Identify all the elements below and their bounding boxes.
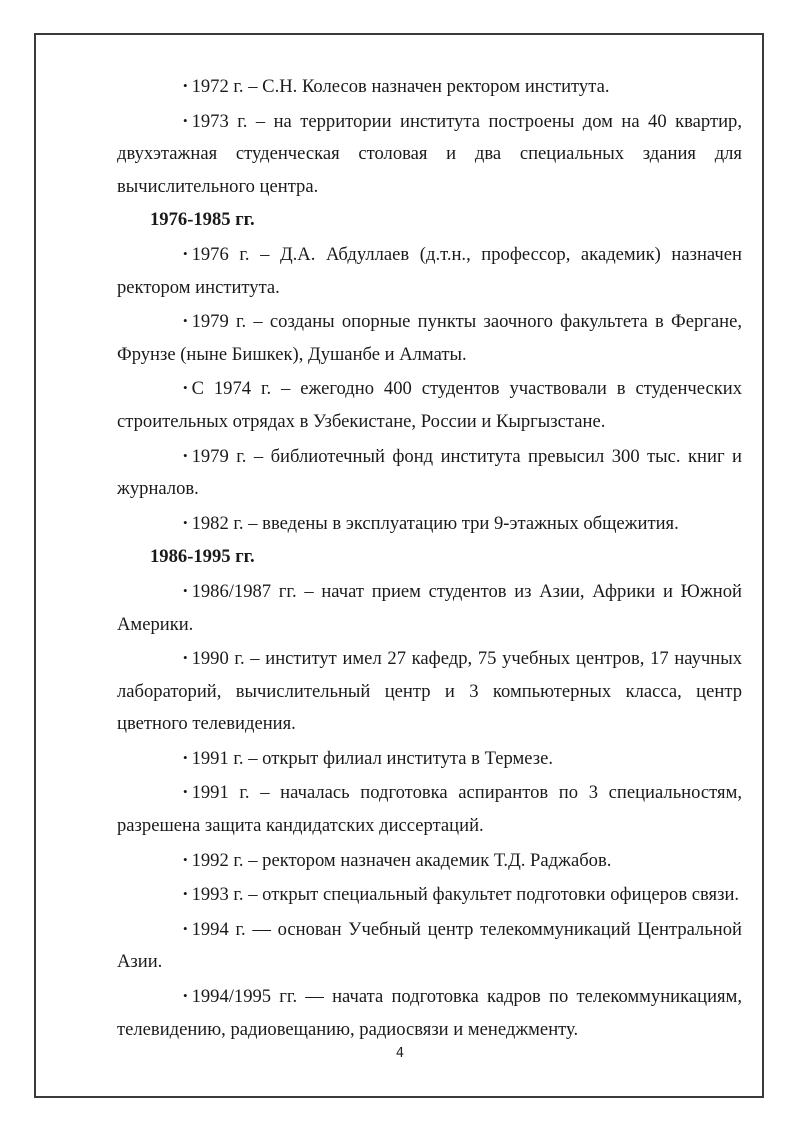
- bullet-icon: •: [183, 78, 188, 93]
- item-text: 1979 г. – созданы опорные пункты заочного факультета в Фергане, Фрунзе (ныне Бишкек), Душанбе и Алматы.: [117, 311, 742, 365]
- item-text: С 1974 г. – ежегодно 400 студентов участвовали в студенческих строительных отрядах в Узбекистане, России и Кыргызстане.: [117, 378, 742, 432]
- timeline-item: [117, 440, 742, 506]
- item-text: 1993 г. – открыт специальный факультет подготовки офицеров связи.: [191, 884, 740, 906]
- timeline-item: [117, 844, 742, 878]
- item-text: 1991 г. – открыт филиал института в Термезе.: [191, 747, 554, 769]
- timeline-item: [117, 776, 742, 842]
- item-text: 1994 г. — основан Учебный центр телекоммуникаций Центральной Азии.: [117, 918, 742, 973]
- bullet-icon: •: [183, 988, 188, 1004]
- bullet-icon: •: [183, 245, 188, 261]
- item-text: 1976 г. – Д.А. Абдуллаев (д.т.н., профессор, академик) назначен ректором института.: [117, 243, 742, 298]
- item-text: 1990 г. – институт имел 27 кафедр, 75 учебных центров, 17 научных лабораторий, вычислительный центр и 3 компьютерных класса, центр цветного телевидения.: [117, 648, 742, 735]
- item-text: 1972 г. – С.Н. Колесов назначен ректором института.: [191, 76, 610, 97]
- bullet-icon: •: [183, 112, 188, 128]
- timeline-item: [117, 507, 742, 541]
- period-heading: 1976-1985 гг.: [150, 209, 255, 231]
- bullet-icon: •: [183, 784, 188, 800]
- item-text: 1982 г. – введены в эксплуатацию три 9-этажных общежития.: [191, 512, 679, 534]
- timeline-item: [117, 878, 742, 912]
- item-text: 1991 г. – началась подготовка аспирантов по 3 специальностям, разрешена защита кандидатских диссертаций.: [117, 782, 742, 837]
- item-text: 1986/1987 гг. – начат прием студентов из Азии, Африки и Южной Америки.: [117, 580, 742, 635]
- item-text: 1979 г. – библиотечный фонд института превысил 300 тыс. книг и журналов.: [117, 445, 742, 500]
- timeline-item: [117, 238, 742, 304]
- page-number: 4: [395, 1046, 405, 1061]
- bullet-icon: •: [183, 749, 188, 765]
- timeline-item: [117, 742, 742, 776]
- bullet-icon: •: [183, 514, 188, 530]
- bullet-icon: •: [183, 851, 188, 867]
- timeline-item: [117, 105, 742, 204]
- bullet-icon: •: [183, 380, 188, 396]
- item-text: 1973 г. – на территории института построены дом на 40 квартир, двухэтажная студенческая столовая и два специальных здания для вычислительного центра.: [117, 110, 742, 197]
- bullet-icon: •: [183, 650, 188, 666]
- bullet-icon: •: [183, 447, 188, 463]
- bullet-icon: •: [183, 886, 188, 902]
- item-text: 1992 г. – ректором назначен академик Т.Д. Раджабов.: [191, 849, 612, 871]
- timeline-item: [117, 305, 742, 371]
- timeline-item: [117, 575, 742, 641]
- timeline-item: [117, 372, 742, 438]
- document-body: [117, 70, 742, 1046]
- item-text: 1994/1995 гг. — начата подготовка кадров по телекоммуникациям, телевидению, радиовещанию, радиосвязи и менеджменту.: [117, 986, 742, 1040]
- bullet-icon: •: [183, 313, 188, 329]
- timeline-item: [117, 913, 742, 979]
- period-heading: 1986-1995 гг.: [150, 546, 255, 568]
- bullet-icon: •: [183, 920, 188, 936]
- timeline-item: [117, 980, 742, 1046]
- timeline-item: [117, 642, 742, 741]
- timeline-item: [117, 70, 742, 104]
- bullet-icon: •: [183, 582, 188, 598]
